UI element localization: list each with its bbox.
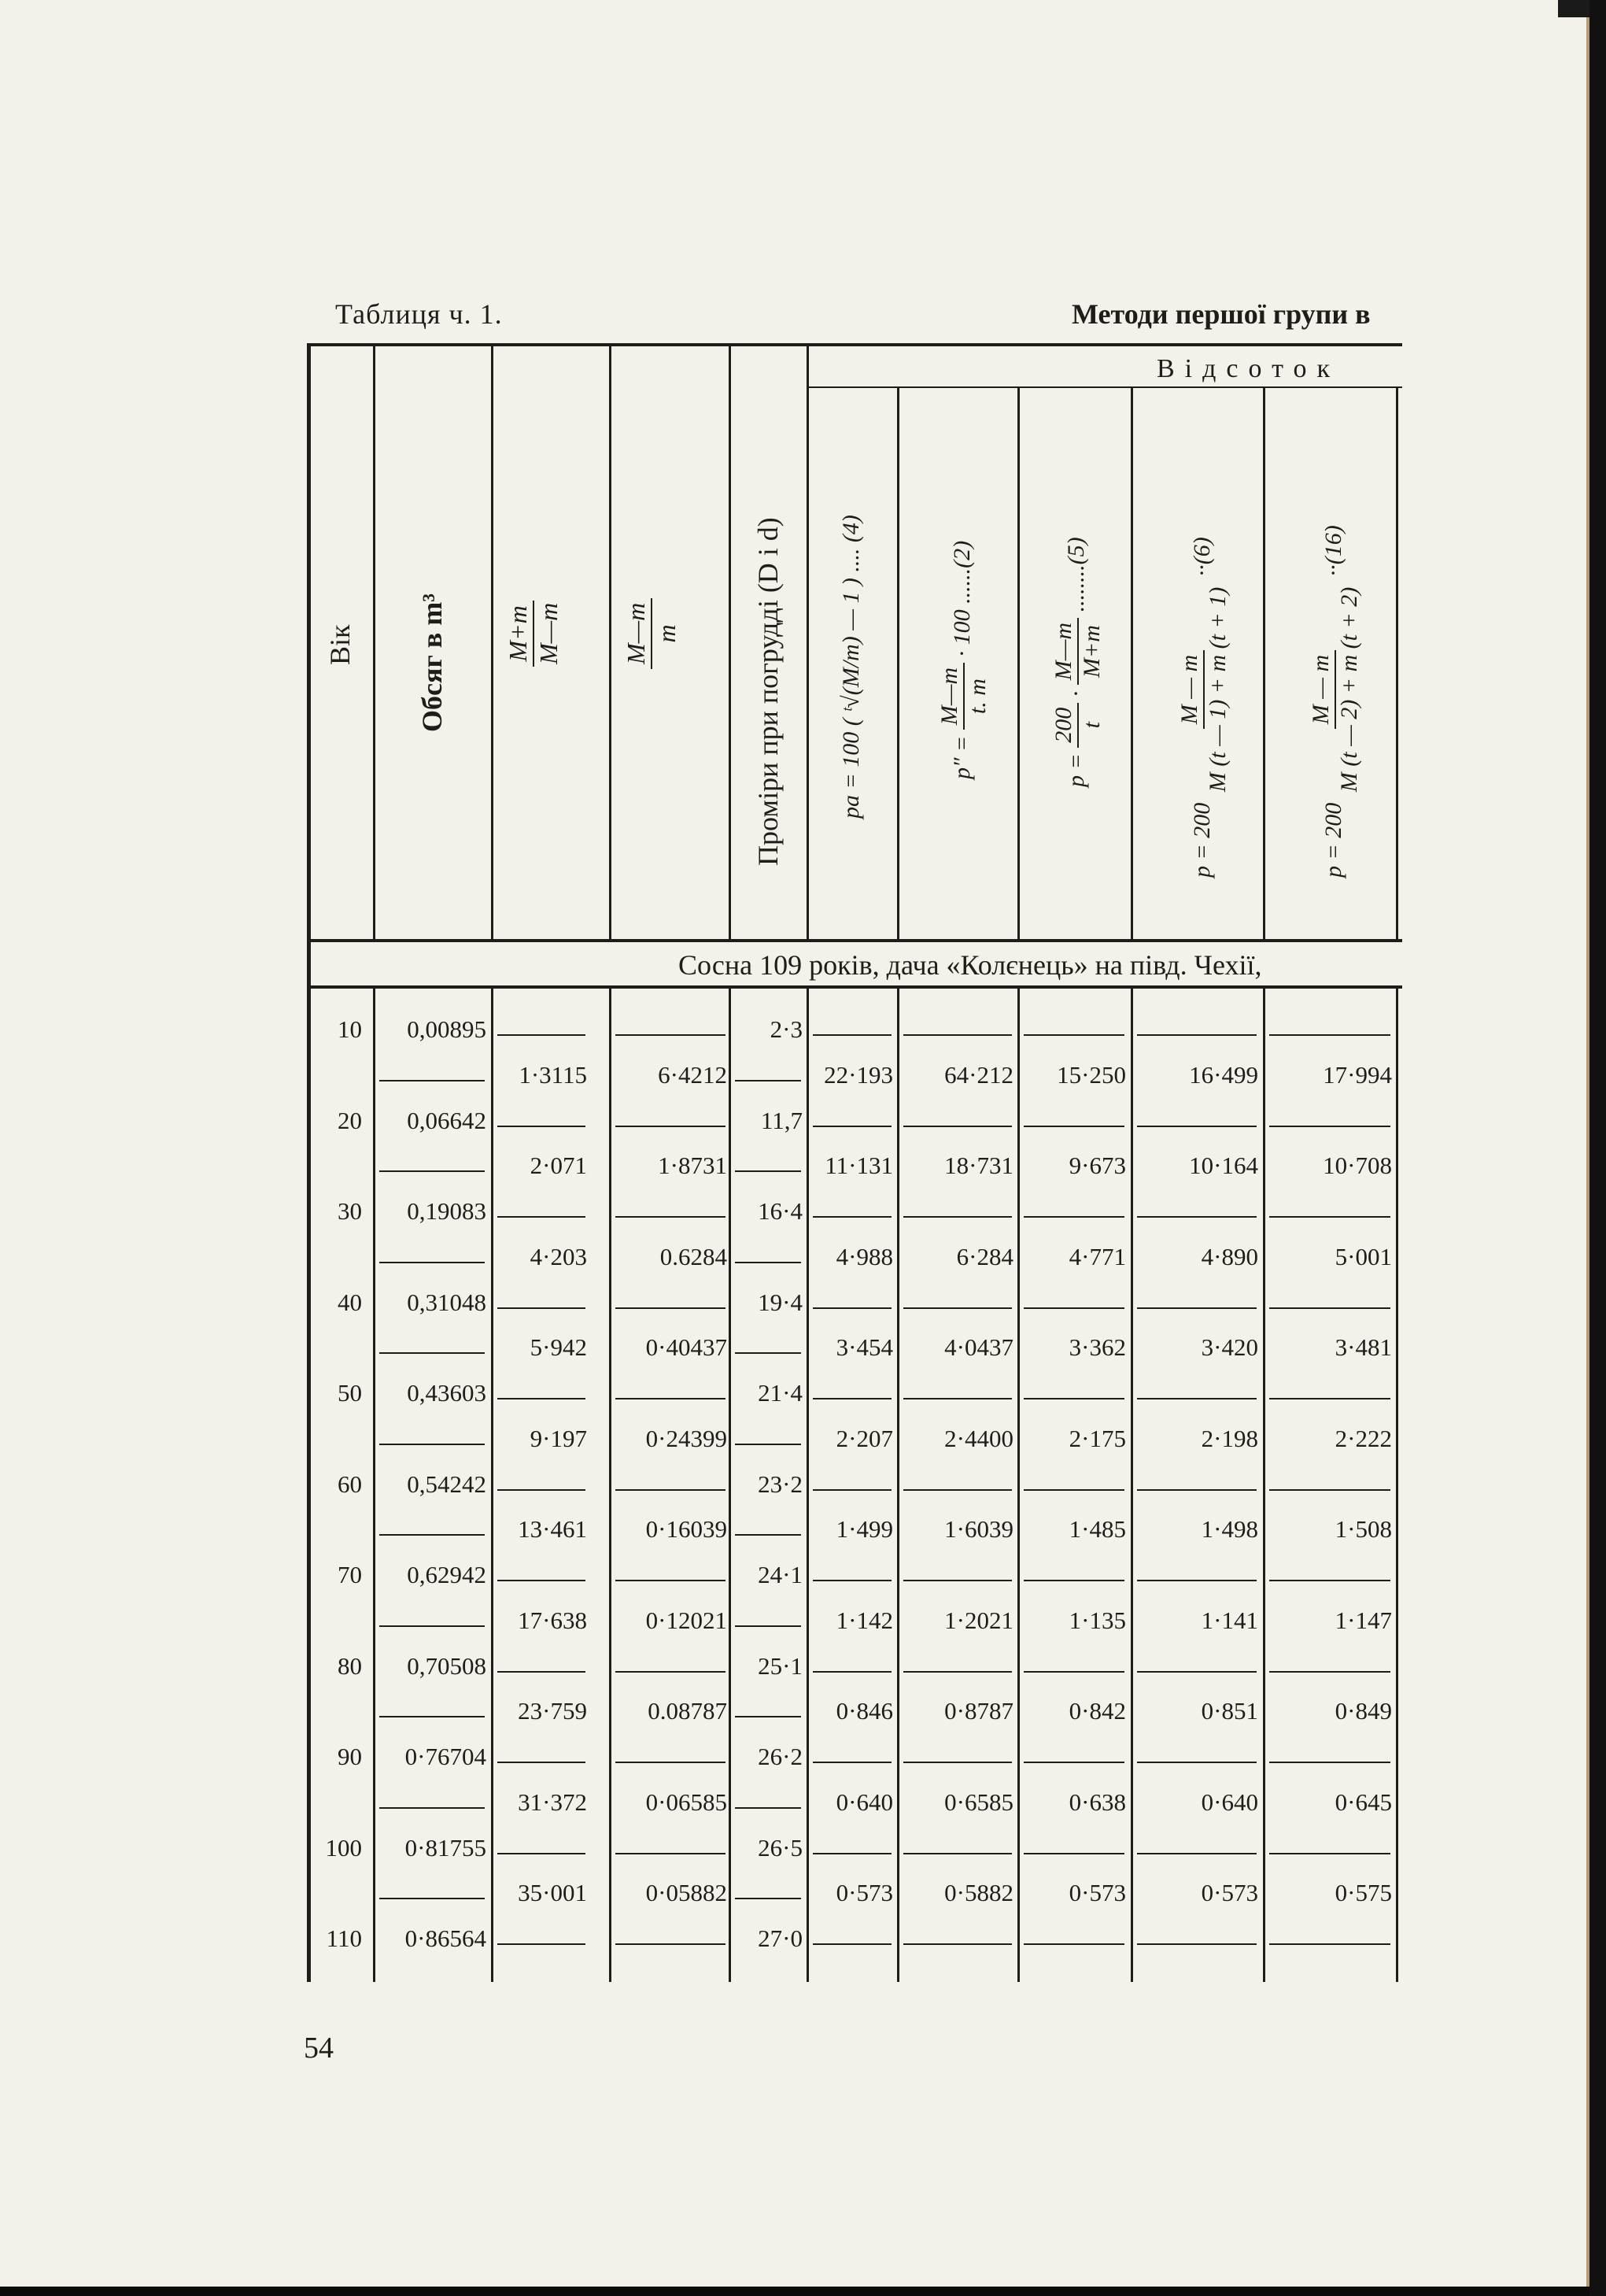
row-rule xyxy=(1024,1216,1124,1218)
age-cell: 40 xyxy=(338,1288,362,1316)
col-header-ratio-sum: M+m M—m xyxy=(504,598,563,669)
age-cell: 60 xyxy=(338,1470,362,1498)
col-header-volume: Обсяг в m³ xyxy=(416,593,448,732)
row-rule xyxy=(735,1170,801,1172)
col-divider xyxy=(373,343,375,939)
col-divider xyxy=(491,343,493,939)
row-rule xyxy=(497,1943,585,1945)
row-rule xyxy=(1269,1126,1390,1127)
percent-2-cell: 2·4400 xyxy=(944,1424,1013,1452)
row-rule xyxy=(1137,1671,1257,1673)
girth-cell: 19·4 xyxy=(758,1288,803,1316)
percent-5-cell: 9·673 xyxy=(1069,1152,1126,1180)
age-cell: 90 xyxy=(338,1743,362,1770)
col-divider xyxy=(1131,989,1133,1982)
percent-4-cell: 3·454 xyxy=(836,1333,893,1362)
row-rule xyxy=(735,1262,801,1263)
row-rule xyxy=(1137,1216,1257,1218)
percent-6-cell: 1·141 xyxy=(1201,1606,1258,1634)
row-rule xyxy=(735,1080,801,1081)
row-rule xyxy=(1269,1307,1390,1309)
percent-16-cell: 1·147 xyxy=(1335,1606,1392,1634)
header-bottom-rule xyxy=(308,939,1402,942)
girth-cell: 26·2 xyxy=(758,1743,803,1770)
row-rule xyxy=(1269,1943,1390,1945)
col-divider xyxy=(897,388,899,939)
percent-5-cell: 0·638 xyxy=(1069,1788,1126,1816)
col-divider xyxy=(807,343,809,939)
ratio-diff-cell: 1·8731 xyxy=(658,1152,727,1180)
row-rule xyxy=(1137,1307,1257,1309)
percent-2-cell: 64·212 xyxy=(944,1060,1013,1089)
row-rule xyxy=(497,1216,585,1218)
volume-cell: 0,06642 xyxy=(407,1106,486,1134)
col-header-age: Вік xyxy=(324,624,356,665)
row-rule xyxy=(379,1444,485,1445)
girth-cell: 25·1 xyxy=(758,1651,803,1680)
girth-cell: 21·4 xyxy=(758,1379,803,1407)
percent-16-cell: 10·708 xyxy=(1323,1152,1392,1180)
ratio-sum-cell: 35·001 xyxy=(518,1879,587,1907)
ratio-diff-cell: 0·06585 xyxy=(645,1788,727,1816)
row-rule xyxy=(615,1398,725,1399)
row-rule xyxy=(735,1807,801,1809)
percent-6-cell: 4·890 xyxy=(1201,1242,1258,1270)
col-divider xyxy=(897,989,899,1982)
row-rule xyxy=(903,1216,1012,1218)
row-rule xyxy=(615,1762,725,1763)
col-divider xyxy=(609,989,611,1982)
row-rule xyxy=(497,1671,585,1673)
percent-2-cell: 1·6039 xyxy=(944,1515,1013,1544)
col-divider xyxy=(1131,388,1133,939)
volume-cell: 0·86564 xyxy=(404,1924,486,1952)
col-divider xyxy=(373,989,375,1982)
row-rule xyxy=(735,1625,801,1627)
row-rule xyxy=(1269,1853,1390,1854)
percent-5-cell: 15·250 xyxy=(1057,1060,1126,1089)
ratio-sum-cell: 5·942 xyxy=(530,1333,587,1362)
volume-cell: 0,70508 xyxy=(407,1651,486,1680)
age-cell: 110 xyxy=(326,1924,362,1952)
percent-16-cell: 0·575 xyxy=(1335,1879,1392,1907)
percent-6-cell: 16·499 xyxy=(1189,1060,1258,1089)
ratio-sum-cell: 13·461 xyxy=(518,1515,587,1544)
row-rule xyxy=(1137,1398,1257,1399)
row-rule xyxy=(379,1898,485,1899)
ratio-sum-cell: 23·759 xyxy=(518,1697,587,1725)
ratio-sum-cell: 17·638 xyxy=(518,1606,587,1634)
row-rule xyxy=(903,1853,1012,1854)
row-rule xyxy=(1137,1489,1257,1491)
row-rule xyxy=(497,1762,585,1763)
row-rule xyxy=(1269,1580,1390,1581)
percent-16-cell: 0·645 xyxy=(1335,1788,1392,1816)
row-rule xyxy=(497,1398,585,1399)
girth-cell: 16·4 xyxy=(758,1197,803,1225)
percent-6-cell: 3·420 xyxy=(1201,1333,1258,1362)
row-rule xyxy=(813,1943,892,1945)
row-rule xyxy=(1024,1398,1124,1399)
percent-16-cell: 1·508 xyxy=(1335,1515,1392,1544)
row-rule xyxy=(735,1716,801,1717)
row-rule xyxy=(813,1762,892,1763)
row-rule xyxy=(615,1671,725,1673)
age-cell: 100 xyxy=(325,1833,362,1862)
ratio-diff-cell: 6·4212 xyxy=(658,1060,727,1089)
volume-cell: 0·81755 xyxy=(404,1833,486,1862)
row-rule xyxy=(813,1307,892,1309)
percent-5-cell: 2·175 xyxy=(1069,1424,1126,1452)
row-rule xyxy=(1024,1580,1124,1581)
page-number: 54 xyxy=(304,2032,334,2065)
percent-5-cell: 1·135 xyxy=(1069,1606,1126,1634)
volume-cell: 0,43603 xyxy=(407,1379,486,1407)
formula-6: p = 200 M — m M (t — 1) + m (t + 1) ··(6) xyxy=(1176,537,1231,878)
ratio-diff-cell: 0·40437 xyxy=(645,1333,727,1362)
row-rule xyxy=(497,1580,585,1581)
girth-cell: 24·1 xyxy=(758,1561,803,1588)
row-rule xyxy=(615,1943,725,1945)
col-divider xyxy=(491,989,493,1982)
row-rule xyxy=(1269,1489,1390,1491)
age-cell: 50 xyxy=(338,1379,362,1407)
volume-cell: 0,54242 xyxy=(407,1470,486,1498)
row-rule xyxy=(903,1126,1012,1127)
age-cell: 70 xyxy=(338,1561,362,1588)
percent-6-cell: 10·164 xyxy=(1189,1152,1258,1180)
formula-5: p = 200 t · M—m M+m ........(5) xyxy=(1050,537,1105,787)
row-rule xyxy=(735,1534,801,1536)
row-rule xyxy=(903,1580,1012,1581)
percent-6-cell: 0·573 xyxy=(1201,1879,1258,1907)
row-rule xyxy=(615,1489,725,1491)
ratio-sum-cell: 9·197 xyxy=(530,1424,587,1452)
percent-6-cell: 0·640 xyxy=(1201,1788,1258,1816)
row-rule xyxy=(903,1398,1012,1399)
col-header-girth: Проміри при погрудді (D і d) xyxy=(752,517,784,866)
ratio-sum-cell: 4·203 xyxy=(530,1242,587,1270)
row-rule xyxy=(813,1671,892,1673)
percent-4-cell: 11·131 xyxy=(825,1152,893,1180)
row-rule xyxy=(615,1034,725,1036)
col-divider xyxy=(1263,989,1265,1982)
row-rule xyxy=(1269,1671,1390,1673)
formula-16: p = 200 M — m M (t — 2) + m (t + 2) ··(16) xyxy=(1308,525,1362,878)
row-rule xyxy=(379,1262,485,1263)
row-rule xyxy=(903,1943,1012,1945)
row-rule xyxy=(1024,1307,1124,1309)
row-rule xyxy=(379,1080,485,1081)
row-rule xyxy=(1137,1853,1257,1854)
row-rule xyxy=(497,1853,585,1854)
col-divider xyxy=(807,989,809,1982)
percent-4-cell: 1·142 xyxy=(836,1606,893,1634)
ratio-diff-cell: 0·05882 xyxy=(645,1879,727,1907)
row-rule xyxy=(379,1625,485,1627)
percent-2-cell: 0·6585 xyxy=(944,1788,1013,1816)
row-rule xyxy=(813,1398,892,1399)
percent-4-cell: 0·573 xyxy=(836,1879,893,1907)
row-rule xyxy=(379,1807,485,1809)
ratio-sum-cell: 1·3115 xyxy=(519,1060,587,1089)
col-divider xyxy=(1263,388,1265,939)
row-rule xyxy=(497,1034,585,1036)
percent-2-cell: 18·731 xyxy=(944,1152,1013,1180)
age-cell: 80 xyxy=(338,1651,362,1680)
row-rule xyxy=(1137,1943,1257,1945)
volume-cell: 0,00895 xyxy=(407,1015,486,1043)
row-rule xyxy=(1269,1398,1390,1399)
age-cell: 30 xyxy=(338,1197,362,1225)
ratio-diff-cell: 0·24399 xyxy=(645,1424,727,1452)
row-rule xyxy=(903,1307,1012,1309)
row-rule xyxy=(813,1216,892,1218)
row-rule xyxy=(1024,1671,1124,1673)
row-rule xyxy=(735,1352,801,1354)
ratio-diff-cell: 0.6284 xyxy=(659,1242,727,1270)
percent-4-cell: 0·846 xyxy=(836,1697,893,1725)
row-rule xyxy=(813,1034,892,1036)
percent-2-cell: 4·0437 xyxy=(944,1333,1013,1362)
row-rule xyxy=(1269,1216,1390,1218)
section-caption: Сосна 109 років, дача «Колєнець» на півд. Чехії, xyxy=(678,949,1262,981)
row-rule xyxy=(615,1216,725,1218)
row-rule xyxy=(1024,1762,1124,1763)
group-header-percent: Відсоток xyxy=(1157,354,1340,383)
row-rule xyxy=(615,1126,725,1127)
row-rule xyxy=(1024,1126,1124,1127)
row-rule xyxy=(903,1671,1012,1673)
scan-corner-mark xyxy=(1558,0,1589,17)
percent-5-cell: 1·485 xyxy=(1069,1515,1126,1544)
percent-16-cell: 17·994 xyxy=(1323,1060,1392,1089)
row-rule xyxy=(1024,1489,1124,1491)
percent-4-cell: 1·499 xyxy=(836,1515,893,1544)
row-rule xyxy=(813,1580,892,1581)
row-rule xyxy=(379,1716,485,1717)
percent-5-cell: 3·362 xyxy=(1069,1333,1126,1362)
col-divider xyxy=(1017,388,1020,939)
percent-5-cell: 0·842 xyxy=(1069,1697,1126,1725)
row-rule xyxy=(1024,1034,1124,1036)
row-rule xyxy=(1269,1762,1390,1763)
girth-cell: 27·0 xyxy=(758,1924,803,1952)
row-rule xyxy=(1137,1762,1257,1763)
percent-4-cell: 0·640 xyxy=(836,1788,893,1816)
col-divider xyxy=(729,343,731,939)
row-rule xyxy=(1137,1580,1257,1581)
percent-4-cell: 2·207 xyxy=(836,1424,893,1452)
row-rule xyxy=(813,1853,892,1854)
row-rule xyxy=(379,1170,485,1172)
col-header-ratio-diff: M—m m xyxy=(622,598,681,669)
row-rule xyxy=(615,1853,725,1854)
percent-5-cell: 4·771 xyxy=(1069,1242,1126,1270)
percent-2-cell: 1·2021 xyxy=(944,1606,1013,1634)
percent-16-cell: 0·849 xyxy=(1335,1697,1392,1725)
row-rule xyxy=(497,1489,585,1491)
percent-16-cell: 5·001 xyxy=(1335,1242,1392,1270)
girth-cell: 26·5 xyxy=(758,1833,803,1862)
row-rule xyxy=(615,1580,725,1581)
volume-cell: 0,31048 xyxy=(407,1288,486,1316)
percent-2-cell: 0·8787 xyxy=(944,1697,1013,1725)
row-rule xyxy=(903,1034,1012,1036)
percent-6-cell: 0·851 xyxy=(1201,1697,1258,1725)
table-right-border xyxy=(1396,388,1398,939)
ratio-diff-cell: 0·12021 xyxy=(645,1606,727,1634)
volume-cell: 0,19083 xyxy=(407,1197,486,1225)
volume-cell: 0,62942 xyxy=(407,1561,486,1588)
row-rule xyxy=(497,1126,585,1127)
percent-4-cell: 22·193 xyxy=(824,1060,893,1089)
percent-6-cell: 1·498 xyxy=(1201,1515,1258,1544)
ratio-sum-cell: 31·372 xyxy=(518,1788,587,1816)
percent-2-cell: 6·284 xyxy=(956,1242,1013,1270)
girth-cell: 2·3 xyxy=(770,1015,803,1043)
table-top-rule xyxy=(308,343,1402,346)
row-rule xyxy=(379,1534,485,1536)
row-rule xyxy=(1024,1853,1124,1854)
percent-6-cell: 2·198 xyxy=(1201,1424,1258,1452)
percent-4-cell: 4·988 xyxy=(836,1242,893,1270)
row-rule xyxy=(903,1762,1012,1763)
row-rule xyxy=(615,1307,725,1309)
scan-border xyxy=(1589,0,1606,2296)
col-divider xyxy=(609,343,611,939)
table-right-border xyxy=(1396,989,1398,1982)
row-rule xyxy=(1269,1034,1390,1036)
row-rule xyxy=(735,1898,801,1899)
ratio-diff-cell: 0.08787 xyxy=(648,1697,727,1725)
row-rule xyxy=(813,1126,892,1127)
ratio-sum-cell: 2·071 xyxy=(530,1152,587,1180)
age-cell: 20 xyxy=(338,1106,362,1134)
girth-cell: 23·2 xyxy=(758,1470,803,1498)
percent-2-cell: 0·5882 xyxy=(944,1879,1013,1907)
age-cell: 10 xyxy=(338,1015,362,1043)
table-left-border xyxy=(307,343,311,1982)
girth-cell: 11,7 xyxy=(760,1106,803,1134)
percent-5-cell: 0·573 xyxy=(1069,1879,1126,1907)
col-divider xyxy=(729,989,731,1982)
row-rule xyxy=(813,1489,892,1491)
volume-cell: 0·76704 xyxy=(404,1743,486,1770)
ratio-diff-cell: 0·16039 xyxy=(645,1515,727,1544)
row-rule xyxy=(903,1489,1012,1491)
section-rule xyxy=(308,985,1402,989)
row-rule xyxy=(1137,1034,1257,1036)
row-rule xyxy=(1024,1943,1124,1945)
col-divider xyxy=(1017,989,1020,1982)
row-rule xyxy=(497,1307,585,1309)
formula-2: p″ = M—m t. m · 100 ......(2) xyxy=(936,540,991,779)
row-rule xyxy=(379,1352,485,1354)
percent-16-cell: 2·222 xyxy=(1335,1424,1392,1452)
table-caption: Таблиця ч. 1. xyxy=(335,298,503,330)
row-rule xyxy=(1137,1126,1257,1127)
formula-4: pa = 100 ( ᵗ√(M/m) — 1 ) .... (4) xyxy=(838,515,864,819)
section-heading: Методи першої групи в xyxy=(1072,298,1371,330)
row-rule xyxy=(735,1444,801,1445)
percent-16-cell: 3·481 xyxy=(1335,1333,1392,1362)
